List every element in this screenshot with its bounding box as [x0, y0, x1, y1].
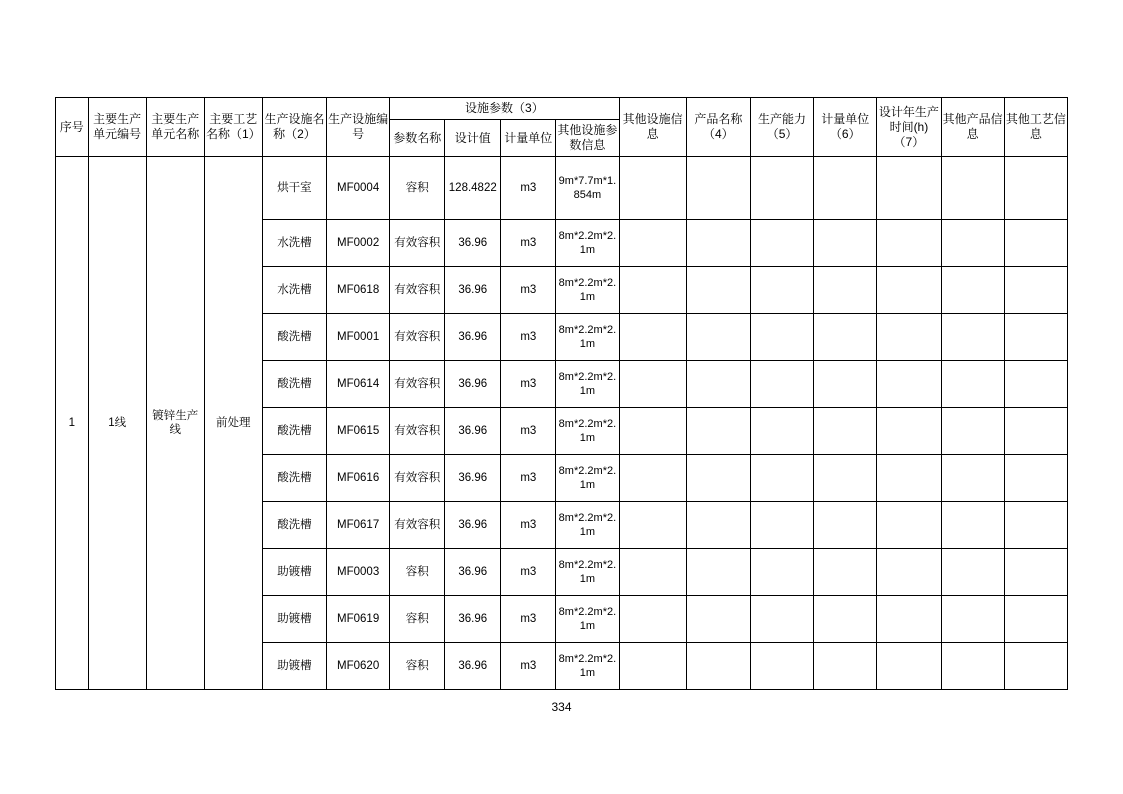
cell-facility-name: 酸洗槽: [262, 455, 326, 502]
cell-production-capacity: [750, 596, 813, 643]
cell-facility-code: MF0002: [327, 220, 390, 267]
cell-unit: m3: [501, 267, 556, 314]
cell-other-facility-params: 8m*2.2m*2.1m: [556, 596, 619, 643]
cell-design-value: 36.96: [445, 502, 501, 549]
cell-design-value: 36.96: [445, 596, 501, 643]
col-header-product-name: 产品名称（4）: [686, 98, 750, 157]
cell-unit: m3: [501, 502, 556, 549]
col-header-facility-params-group: 设施参数（3）: [390, 98, 619, 120]
cell-product-name: [686, 596, 750, 643]
cell-measure-unit: [814, 502, 877, 549]
cell-main-unit-name: 镀锌生产线: [146, 157, 204, 690]
cell-facility-code: MF0619: [327, 596, 390, 643]
cell-design-value: 36.96: [445, 267, 501, 314]
cell-production-capacity: [750, 220, 813, 267]
cell-facility-name: 助镀槽: [262, 643, 326, 690]
col-header-production-capacity: 生产能力（5）: [750, 98, 813, 157]
cell-other-product-info: [941, 643, 1004, 690]
cell-design-value: 36.96: [445, 220, 501, 267]
cell-facility-code: MF0616: [327, 455, 390, 502]
col-header-unit: 计量单位: [501, 120, 556, 157]
cell-production-capacity: [750, 157, 813, 220]
cell-other-product-info: [941, 267, 1004, 314]
cell-design-annual-hours: [877, 267, 941, 314]
cell-other-facility-params: 8m*2.2m*2.1m: [556, 643, 619, 690]
cell-other-facility-info: [619, 596, 686, 643]
cell-design-annual-hours: [877, 157, 941, 220]
cell-product-name: [686, 549, 750, 596]
cell-unit: m3: [501, 549, 556, 596]
cell-facility-name: 水洗槽: [262, 220, 326, 267]
cell-param-name: 有效容积: [390, 455, 445, 502]
cell-design-annual-hours: [877, 408, 941, 455]
cell-param-name: 容积: [390, 643, 445, 690]
col-header-seq: 序号: [56, 98, 89, 157]
cell-param-name: 容积: [390, 596, 445, 643]
cell-product-name: [686, 455, 750, 502]
col-header-main-unit-name: 主要生产单元名称: [146, 98, 204, 157]
cell-other-process-info: [1004, 157, 1067, 220]
cell-design-value: 36.96: [445, 361, 501, 408]
cell-other-product-info: [941, 314, 1004, 361]
cell-param-name: 容积: [390, 549, 445, 596]
cell-other-product-info: [941, 596, 1004, 643]
cell-unit: m3: [501, 157, 556, 220]
cell-unit: m3: [501, 361, 556, 408]
cell-seq: 1: [56, 157, 89, 690]
table-header-row-1: [56, 98, 1068, 120]
cell-other-product-info: [941, 157, 1004, 220]
cell-product-name: [686, 314, 750, 361]
cell-other-facility-info: [619, 502, 686, 549]
cell-other-process-info: [1004, 314, 1067, 361]
cell-product-name: [686, 408, 750, 455]
cell-other-facility-info: [619, 643, 686, 690]
cell-facility-code: MF0003: [327, 549, 390, 596]
cell-production-capacity: [750, 267, 813, 314]
cell-other-facility-params: 9m*7.7m*1.854m: [556, 157, 619, 220]
cell-design-annual-hours: [877, 314, 941, 361]
table-header: [56, 98, 1068, 157]
cell-main-unit-code: 1线: [88, 157, 146, 690]
cell-measure-unit: [814, 361, 877, 408]
cell-facility-name: 水洗槽: [262, 267, 326, 314]
col-header-other-facility-info: 其他设施信息: [619, 98, 686, 157]
cell-design-value: 36.96: [445, 314, 501, 361]
col-header-design-value: 设计值: [445, 120, 501, 157]
col-header-measure-unit: 计量单位（6）: [814, 98, 877, 157]
cell-other-product-info: [941, 361, 1004, 408]
cell-param-name: 有效容积: [390, 267, 445, 314]
cell-other-facility-info: [619, 314, 686, 361]
cell-unit: m3: [501, 643, 556, 690]
cell-other-facility-info: [619, 408, 686, 455]
cell-other-process-info: [1004, 220, 1067, 267]
col-header-other-process-info: 其他工艺信息: [1004, 98, 1067, 157]
cell-measure-unit: [814, 220, 877, 267]
col-header-main-process-name: 主要工艺名称（1）: [204, 98, 262, 157]
col-header-other-product-info: 其他产品信息: [941, 98, 1004, 157]
cell-design-annual-hours: [877, 643, 941, 690]
cell-design-annual-hours: [877, 220, 941, 267]
cell-facility-name: 酸洗槽: [262, 361, 326, 408]
col-header-main-unit-code: 主要生产单元编号: [88, 98, 146, 157]
cell-other-facility-params: 8m*2.2m*2.1m: [556, 502, 619, 549]
cell-measure-unit: [814, 643, 877, 690]
cell-other-facility-params: 8m*2.2m*2.1m: [556, 267, 619, 314]
cell-param-name: 容积: [390, 157, 445, 220]
cell-facility-name: 酸洗槽: [262, 408, 326, 455]
table-row: [56, 157, 1068, 220]
cell-production-capacity: [750, 549, 813, 596]
cell-other-facility-info: [619, 157, 686, 220]
cell-other-facility-params: 8m*2.2m*2.1m: [556, 361, 619, 408]
col-header-param-name: 参数名称: [390, 120, 445, 157]
cell-design-value: 128.4822: [445, 157, 501, 220]
cell-other-process-info: [1004, 361, 1067, 408]
cell-other-facility-info: [619, 549, 686, 596]
cell-production-capacity: [750, 643, 813, 690]
cell-design-annual-hours: [877, 455, 941, 502]
cell-product-name: [686, 220, 750, 267]
cell-design-value: 36.96: [445, 408, 501, 455]
cell-other-facility-params: 8m*2.2m*2.1m: [556, 314, 619, 361]
cell-measure-unit: [814, 549, 877, 596]
cell-measure-unit: [814, 596, 877, 643]
cell-product-name: [686, 361, 750, 408]
cell-other-facility-params: 8m*2.2m*2.1m: [556, 220, 619, 267]
cell-design-value: 36.96: [445, 455, 501, 502]
cell-design-value: 36.96: [445, 549, 501, 596]
cell-other-product-info: [941, 455, 1004, 502]
cell-facility-code: MF0615: [327, 408, 390, 455]
col-header-design-annual-hours: 设计年生产时间(h)（7）: [877, 98, 941, 157]
cell-production-capacity: [750, 502, 813, 549]
cell-unit: m3: [501, 596, 556, 643]
cell-other-facility-info: [619, 267, 686, 314]
facility-parameters-table-wrapper: [55, 97, 1068, 690]
cell-param-name: 有效容积: [390, 502, 445, 549]
cell-facility-name: 助镀槽: [262, 596, 326, 643]
cell-facility-name: 酸洗槽: [262, 502, 326, 549]
cell-param-name: 有效容积: [390, 361, 445, 408]
cell-facility-code: MF0614: [327, 361, 390, 408]
cell-other-facility-info: [619, 455, 686, 502]
cell-product-name: [686, 157, 750, 220]
cell-other-facility-params: 8m*2.2m*2.1m: [556, 455, 619, 502]
cell-facility-code: MF0001: [327, 314, 390, 361]
cell-facility-name: 烘干室: [262, 157, 326, 220]
cell-product-name: [686, 502, 750, 549]
cell-facility-code: MF0617: [327, 502, 390, 549]
cell-param-name: 有效容积: [390, 220, 445, 267]
cell-other-process-info: [1004, 408, 1067, 455]
cell-measure-unit: [814, 157, 877, 220]
table-body: [56, 157, 1068, 690]
cell-unit: m3: [501, 220, 556, 267]
cell-production-capacity: [750, 314, 813, 361]
cell-facility-code: MF0618: [327, 267, 390, 314]
col-header-facility-name: 生产设施名称（2）: [262, 98, 326, 157]
cell-other-process-info: [1004, 643, 1067, 690]
cell-design-annual-hours: [877, 549, 941, 596]
cell-other-process-info: [1004, 455, 1067, 502]
cell-facility-name: 助镀槽: [262, 549, 326, 596]
cell-measure-unit: [814, 314, 877, 361]
cell-param-name: 有效容积: [390, 314, 445, 361]
cell-design-value: 36.96: [445, 643, 501, 690]
cell-unit: m3: [501, 314, 556, 361]
cell-unit: m3: [501, 408, 556, 455]
cell-other-process-info: [1004, 502, 1067, 549]
col-header-facility-code: 生产设施编号: [327, 98, 390, 157]
cell-design-annual-hours: [877, 361, 941, 408]
cell-other-facility-info: [619, 361, 686, 408]
cell-param-name: 有效容积: [390, 408, 445, 455]
cell-other-facility-params: 8m*2.2m*2.1m: [556, 549, 619, 596]
cell-other-facility-info: [619, 220, 686, 267]
cell-measure-unit: [814, 455, 877, 502]
cell-other-product-info: [941, 220, 1004, 267]
cell-production-capacity: [750, 408, 813, 455]
col-header-other-facility-params: 其他设施参数信息: [556, 120, 619, 157]
cell-production-capacity: [750, 361, 813, 408]
cell-other-process-info: [1004, 549, 1067, 596]
cell-measure-unit: [814, 267, 877, 314]
cell-unit: m3: [501, 455, 556, 502]
cell-facility-name: 酸洗槽: [262, 314, 326, 361]
cell-design-annual-hours: [877, 596, 941, 643]
page-number: 334: [551, 700, 572, 714]
cell-facility-code: MF0004: [327, 157, 390, 220]
cell-facility-code: MF0620: [327, 643, 390, 690]
cell-production-capacity: [750, 455, 813, 502]
cell-other-process-info: [1004, 596, 1067, 643]
cell-other-product-info: [941, 408, 1004, 455]
cell-design-annual-hours: [877, 502, 941, 549]
cell-other-product-info: [941, 502, 1004, 549]
cell-measure-unit: [814, 408, 877, 455]
cell-other-process-info: [1004, 267, 1067, 314]
cell-product-name: [686, 643, 750, 690]
cell-other-product-info: [941, 549, 1004, 596]
facility-parameters-table: [55, 97, 1068, 690]
cell-other-facility-params: 8m*2.2m*2.1m: [556, 408, 619, 455]
cell-product-name: [686, 267, 750, 314]
cell-main-process-name: 前处理: [204, 157, 262, 690]
